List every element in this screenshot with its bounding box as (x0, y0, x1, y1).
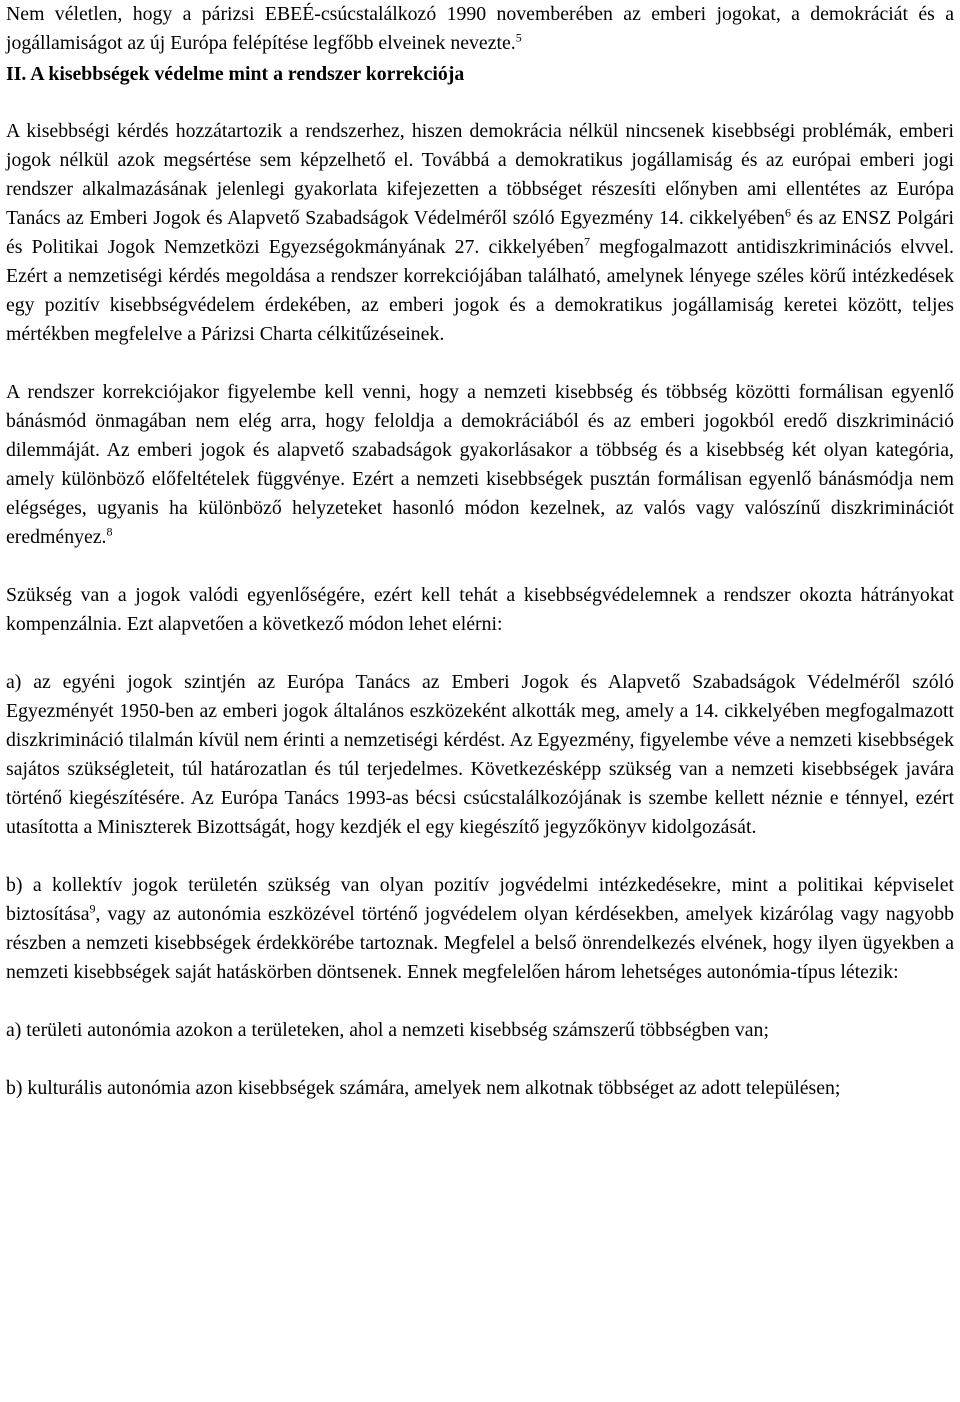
paragraph-gap (6, 349, 954, 378)
list-item-collective-rights (6, 871, 954, 987)
footnote-ref-5[interactable]: 5 (515, 30, 522, 45)
body-paragraph-system-correction (6, 378, 954, 552)
paragraph-gap (6, 842, 954, 871)
section-heading: II. A kisebbségek védelme mint a rendszer korrekciója (6, 63, 465, 85)
paragraph-text: b) a kollektív jogok területén szükség van olyan pozitív jogvédelmi intézkedésekre, mint a politikai képviselet biztosítása (6, 874, 954, 925)
list-item-cultural-autonomy: b) kulturális autonómia azon kisebbségek számára, amelyek nem alkotnak többséget az adott településen; (6, 1077, 841, 1099)
paragraph-gap (6, 639, 954, 668)
paragraph-text: A rendszer korrekciójakor figyelembe kell venni, hogy a nemzeti kisebbség és többség közötti formálisan egyenlő bánásmód önmagában nem elég arra, hogy feloldja a demokráciából és az emberi jogokból eredő diszkrimináció dilemmáját. Az emberi jogok és alapvető szabadságok gyakorlásakor a többség és a kisebbség két olyan kategória, amely különböző előfeltételek függvénye. Ezért a nemzeti kisebbségek pusztán formálisan egyenlő bánásmódja nem elégséges, ugyanis ha különböző helyzeteket hasonló módon kezelnek, az valós vagy valószínű diszkriminációt eredményez. (6, 381, 954, 548)
paragraph-text: , vagy az autonómia eszközével történő jogvédelem olyan kérdésekben, amelyek kizárólag vagy nagyobb részben a nemzeti kisebbségek érdekkörébe tartoznak. Megfelel a belső önrendelkezés elvének, hogy ilyen ügyekben a nemzeti kisebbségek saját hatáskörben döntsenek. Ennek megfelelően három lehetséges autonómia-típus létezik: (6, 903, 954, 983)
footnote-ref-7[interactable]: 7 (584, 234, 591, 249)
list-item-individual-rights: a) az egyéni jogok szintjén az Európa Tanács az Emberi Jogok és Alapvető Szabadságok Védelméről szóló Egyezményét 1950-ben az emberi jogok általános eszközeként alkották meg, amely a 14. cikkelyében megfogalmazott diszkrimináció tilalmán kívül nem érinti a nemzetiségi kérdést. Az Egyezmény, figyelembe véve a nemzeti kisebbségek sajátos szükségleteit, túl határozatlan és túl terjedelmes. Következésképp szükség van a nemzeti kisebbségek javára történő kiegészítésére. Az Európa Tanács 1993-as bécsi csúcstalálkozójának is szembe kellett néznie e ténnyel, ezért utasította a Miniszterek Bizottságát, hogy kezdjék el egy kiegészítő jegyzőkönyv kidolgozását. (6, 671, 954, 838)
paragraph-gap (6, 987, 954, 1016)
document-page (6, 0, 954, 1103)
footnote-ref-9[interactable]: 9 (89, 901, 96, 916)
intro-text: Nem véletlen, hogy a párizsi EBEÉ-csúcstalálkozó 1990 novemberében az emberi jogokat, a demokráciát és a jogállamiságot az új Európa felépítése legfőbb elveinek nevezte. (6, 3, 954, 54)
body-paragraph-minority-question (6, 117, 954, 349)
list-item-territorial-autonomy: a) területi autonómia azokon a területeken, ahol a nemzeti kisebbség számszerű többségben van; (6, 1019, 769, 1041)
body-paragraph-equality: Szükség van a jogok valódi egyenlőségére, ezért kell tehát a kisebbségvédelemnek a rendszer okozta hátrányokat kompenzálnia. Ezt alapvetően a következő módon lehet elérni: (6, 584, 954, 635)
footnote-ref-8[interactable]: 8 (106, 524, 113, 539)
paragraph-text: A kisebbségi kérdés hozzátartozik a rendszerhez, hiszen demokrácia nélkül nincsenek kisebbségi problémák, emberi jogok nélkül azok megsértése sem képzelhető el. Továbbá a demokratikus jogállamiság és az európai emberi jogi rendszer alkalmazásának jelenlegi gyakorlata kifejezetten a többséget részesíti előnyben ami ellentétes az Európa Tanács az Emberi Jogok és Alapvető Szabadságok Védelméről szóló Egyezmény 14. cikkelyében (6, 120, 954, 229)
paragraph-gap (6, 552, 954, 581)
paragraph-text: megfogalmazott antidiszkriminációs elvvel. Ezért a nemzetiségi kérdés megoldása a rendszer korrekciójában található, amelynek lényege széles körű intézkedések egy pozitív kisebbségvédelem érdekében, az emberi jogok és a demokratikus jogállamiság keretei között, teljes mértékben megfelelve a Párizsi Charta célkitűzéseinek. (6, 236, 954, 345)
intro-paragraph (6, 0, 954, 58)
paragraph-gap (6, 1045, 954, 1074)
paragraph-text: és az ENSZ Polgári és Politikai Jogok Nemzetközi Egyezségokmányának 27. cikkelyében (6, 207, 954, 258)
footnote-ref-6[interactable]: 6 (784, 205, 791, 220)
